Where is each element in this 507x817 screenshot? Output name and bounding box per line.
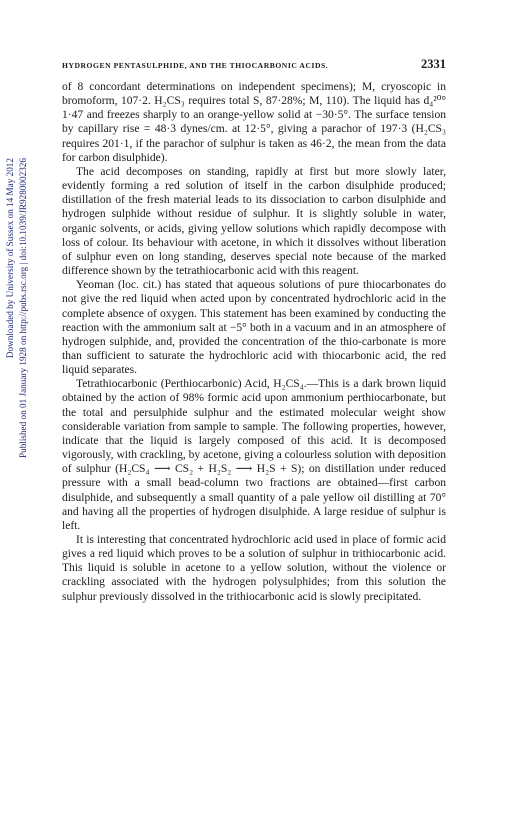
publication-notice: Published on 01 January 1928 on http://pubs.rsc.org | doi:10.1039/JR9280002326 (18, 158, 28, 459)
page-header (62, 57, 446, 72)
download-notice: Downloaded by University of Sussex on 14 May 2012 (5, 158, 15, 359)
page-number: 2331 (421, 57, 446, 71)
article-body (62, 80, 446, 604)
paragraph: It is interesting that concentrated hydrochloric acid used in place of formic acid gives a red liquid which proves to be a solution of sulphur in trithiocarbonic acid. This liquid is soluble in acetone to a yellow solution, without the violence or crackling associated with the hydrogen polysulphides; from this solution the sulphur previously dissolved in the trithiocarbonic acid is slowly precipitated. (62, 534, 446, 603)
paragraph: Tetrathiocarbonic (Perthiocarbonic) Acid, H₂CS₄.—This is a dark brown liquid obtained by the action of 98% formic acid upon ammonium perthiocarbonate, but the total and persulphide sulphur and the estimated molecular weight show considerable variation from sample to sample. The following properties, however, indicate that the liquid is largely composed of this acid. It is decomposed vigorously, with crackling, by acetone, giving a colourless solution with deposition of sulphur (H₂CS₄ ⟶ CS₂ + H₂S₂ ⟶ H₂S + S); on distillation under reduced pressure with a small bead-column two fractions are obtained—first carbon disulphide, and subsequently a small quantity of a pale yellow oil distilling at 70° and having all the properties of hydrogen disulphide. A large residue of sulphur is left. (62, 378, 446, 532)
running-title: HYDROGEN PENTASULPHIDE, AND THE THIOCARBONIC ACIDS. (62, 61, 329, 70)
paragraph: Yeoman (loc. cit.) has stated that aqueous solutions of pure thiocarbonates do not give the red liquid when acted upon by concentrated hydrochloric acid in the complete absence of oxygen. This statement has been examined by conducting the reaction with the ammonium salt at −5° both in a vacuum and in an atmosphere of hydrogen sulphide, and, provided the concentration of the thio-carbonate is more than sufficient to saturate the hydrochloric acid with thiocarbonic acid, the red liquid separates. (62, 279, 446, 377)
paragraph: The acid decomposes on standing, rapidly at first but more slowly later, evidently forming a red solution of itself in the carbon disulphide produced; distillation of the fresh material leads to its dissociation to carbon disulphide and hydrogen sulphide without residue of sulphur. It is slightly soluble in water, organic solvents, or acids, giving yellow solutions which rapidly decompose with loss of colour. Its behaviour with acetone, in which it dissolves without liberation of sulphur even on long standing, deserves special note because of the marked difference shown by the tetrathiocarbonic acid with this reagent. (62, 165, 446, 278)
paragraph: of 8 concordant determinations on independent specimens); M, cryoscopic in bromoform, 107·2. H₂CS₃ requires total S, 87·28%; M, 110). The liquid has d₄²⁰° 1·47 and freezes sharply to an orange-yellow solid at −30·5°. The surface tension by capillary rise = 48·3 dynes/cm. at 12·5°, giving a parachor of 197·3 (H₂CS₃ requires 201·1, if the parachor of sulphur is taken as 46·2, the mean from the data for carbon disulphide). (62, 81, 446, 164)
